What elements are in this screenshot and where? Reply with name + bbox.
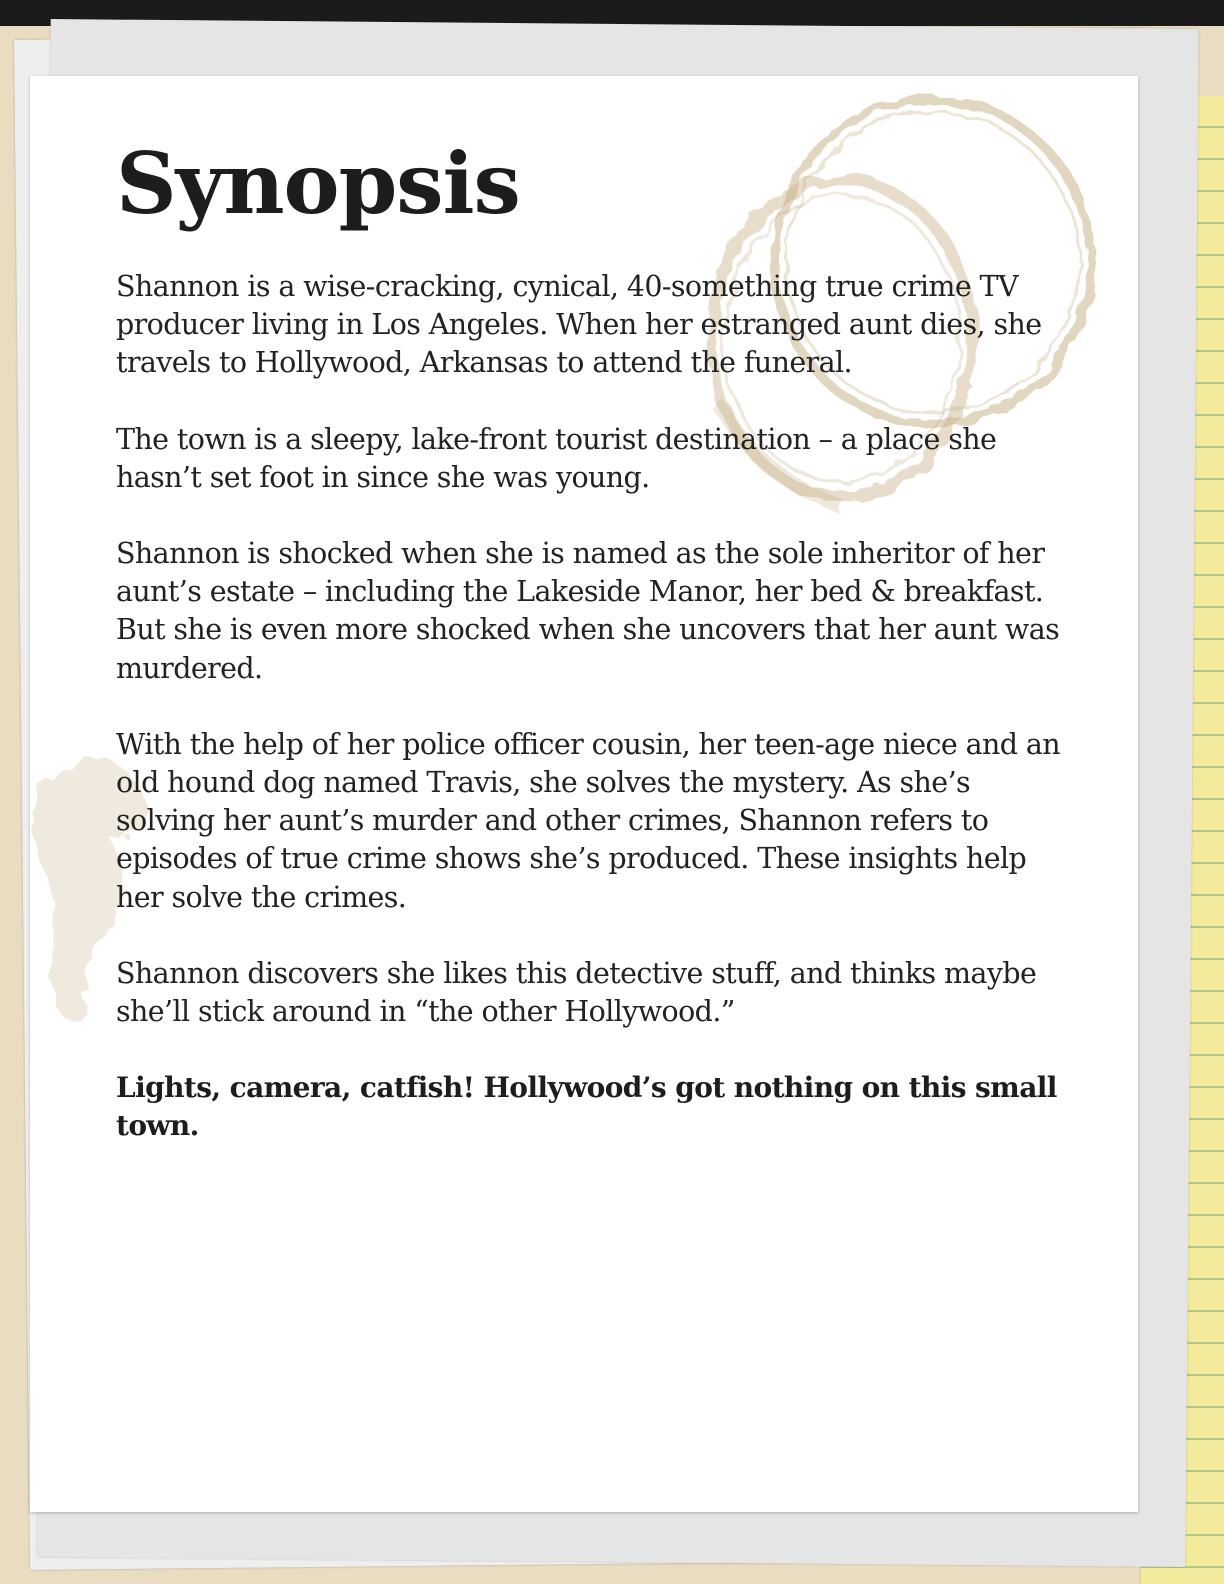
tagline: Lights, camera, catfish! Hollywood’s got nothing on this small town. xyxy=(116,1071,1057,1143)
synopsis-paragraph: The town is a sleepy, lake-front tourist destination – a place she hasn’t set foot in since she was young. xyxy=(116,422,997,494)
page-title: Synopsis xyxy=(116,134,520,233)
synopsis-paragraph: With the help of her police officer cousin, her teen-age niece and an old hound dog named Travis, she solves the mystery. As she’s solving her aunt’s murder and other crimes, Shannon refers to episodes of true crime shows she’s produced. These insights help her solve the crimes. xyxy=(116,727,1060,914)
synopsis-page xyxy=(30,76,1138,1512)
synopsis-paragraph: Shannon is shocked when she is named as the sole inheritor of her aunt’s estate – including the Lakeside Manor, her bed & breakfast. But she is even more shocked when she uncovers that her aunt was murdered. xyxy=(116,537,1060,685)
synopsis-paragraph: Shannon is a wise-cracking, cynical, 40-something true crime TV producer living in Los Angeles. When her estranged aunt dies, she travels to Hollywood, Arkansas to attend the funeral. xyxy=(116,270,1042,380)
synopsis-content xyxy=(116,136,1076,1146)
synopsis-paragraph: Shannon discovers she likes this detective stuff, and thinks maybe she’ll stick around in “the other Hollywood.” xyxy=(116,956,1037,1029)
